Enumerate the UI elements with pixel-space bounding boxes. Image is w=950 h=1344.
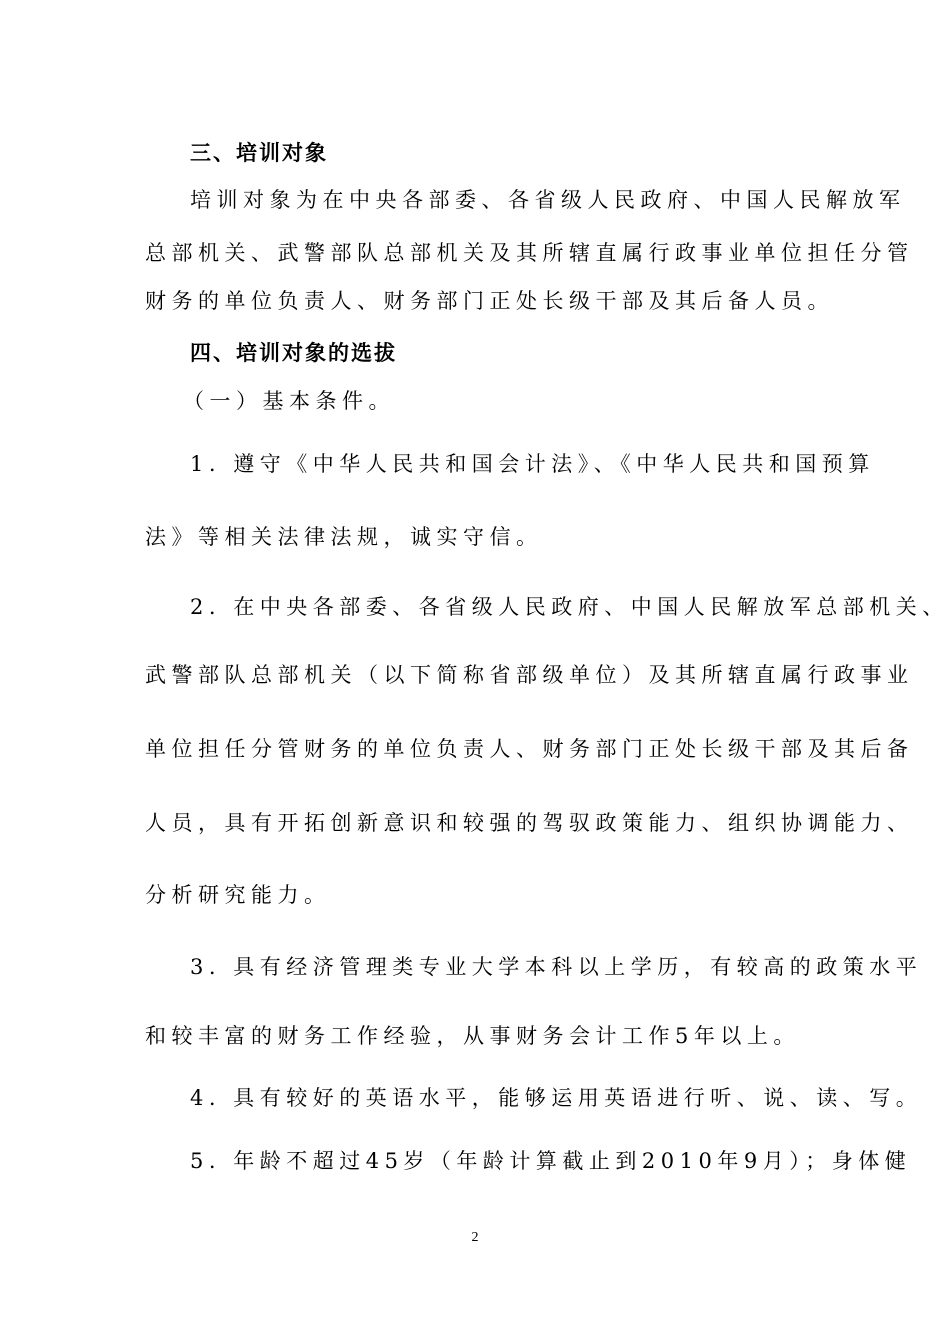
paragraph-line: 培训对象为在中央各部委、各省级人民政府、中国人民解放军 (190, 188, 906, 212)
list-item-line: 3. 具有经济管理类专业大学本科以上学历，有较高的政策水平 (190, 955, 923, 979)
paragraph-line: 总部机关、武警部队总部机关及其所辖直属行政事业单位担任分管 (145, 241, 914, 265)
list-item-line: 单位担任分管财务的单位负责人、财务部门正处长级干部及其后备 (145, 737, 914, 761)
page-number: 2 (471, 1230, 479, 1245)
list-item-line: 2. 在中央各部委、各省级人民政府、中国人民解放军总部机关、 (190, 595, 949, 619)
list-item-line: 法》等相关法律法规，诚实守信。 (145, 525, 543, 549)
list-item-line: 武警部队总部机关（以下简称省部级单位）及其所辖直属行政事业 (145, 663, 914, 687)
list-item-line: 4. 具有较好的英语水平，能够运用英语进行听、说、读、写。 (190, 1086, 923, 1110)
section-heading-training-target: 三、培训对象 (190, 141, 328, 165)
paragraph-line: 财务的单位负责人、财务部门正处长级干部及其后备人员。 (145, 289, 834, 313)
list-item-line: 人员，具有开拓创新意识和较强的驾驭政策能力、组织协调能力、 (145, 811, 914, 835)
list-item-line: 5. 年龄不超过45岁（年龄计算截止到2010年9月）；身体健 (190, 1149, 912, 1173)
list-item-line: 1. 遵守《中华人民共和国会计法》、《中华人民共和国预算 (190, 452, 875, 476)
list-item-line: 分析研究能力。 (145, 883, 331, 907)
section-heading-selection: 四、培训对象的选拔 (190, 341, 397, 365)
subsection-heading: （一）基本条件。 (183, 389, 395, 413)
list-item-line: 和较丰富的财务工作经验，从事财务会计工作5年以上。 (145, 1024, 800, 1048)
